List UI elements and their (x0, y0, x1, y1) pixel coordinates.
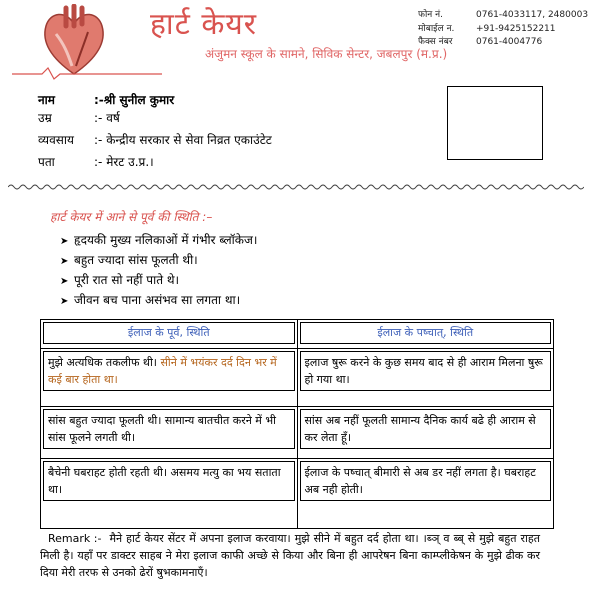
field-label: उम्र (38, 111, 52, 125)
patient-name-row (38, 91, 174, 108)
contact-fax (418, 34, 542, 47)
before-cell: बैचेनी घबराहट होती रहती थी। असमय मत्यु का भय सताता था। (41, 459, 298, 529)
after-header: ईलाज के पष्चात्, स्थिति (297, 320, 554, 349)
contact-value: +91-9425152211 (476, 24, 556, 34)
remark-paragraph (40, 530, 540, 581)
table-header-row (41, 320, 554, 349)
brand-title: हार्ट केयर (150, 7, 258, 42)
contact-label: फोन नं. (418, 10, 443, 20)
table-row (41, 349, 554, 407)
contact-value: 0761-4004776 (476, 37, 543, 47)
wavy-divider (8, 182, 584, 192)
ecg-line-icon (12, 66, 162, 80)
arrow-bullet-icon: ➤ (60, 236, 69, 247)
before-condition-title: हार्ट केयर में आने से पूर्व की स्थिति :– (50, 210, 213, 224)
field-label: नाम (38, 93, 55, 107)
arrow-bullet-icon: ➤ (60, 296, 69, 307)
remark-text: मैने हार्ट केयर सेंटर में अपना इलाज करवाया। मुझे सीने में बहुत दर्द होता था। ।ब्ञ् व ब्ब् से मुझे बहुत राहत मिली है। यहाँ पर डाक्टर साहब ने मेरा इलाज काफी अच्छे से किया और बिना ही आपरेषन बिना काम्प्लीकेषन के मुझे ढीक कर दिया मेरी तरफ से उनको ढेरों षुभकामनाएँ। (40, 532, 540, 579)
patient-occupation-row (38, 131, 272, 148)
photo-placeholder (447, 86, 543, 160)
patient-age: :- वर्ष (94, 111, 120, 125)
arrow-bullet-icon: ➤ (60, 256, 69, 267)
contact-phone (418, 7, 588, 20)
list-item: ➤ बहुत ज्यादा सांस फूलती थी। (60, 250, 257, 270)
clinic-address: अंजुमन स्कूल के सामने, सिविक सेन्टर, जबलपुर (म.प्र.) (205, 47, 448, 61)
patient-place: :- मेरट उ.प्र.। (94, 155, 154, 169)
contact-label: मोबाईल न. (418, 24, 455, 34)
after-cell: इलाज षुरू करने के कुछ समय बाद से ही आराम मिलना षुरू हो गया था। (297, 349, 554, 407)
table-row (41, 407, 554, 459)
list-item: ➤ पूरी रात सो नहीं पाते थे। (60, 270, 257, 290)
field-label: पता (38, 155, 55, 169)
patient-name: :-श्री सुनील कुमार (94, 93, 175, 107)
list-item: ➤ जीवन बच पाना असंभव सा लगता था। (60, 290, 257, 310)
before-cell: मुझे अत्यधिक तकलीफ थी। सीने में भयंकर दर्द दिन भर में कई बार होता था। (41, 349, 298, 407)
contact-mobile (418, 21, 556, 34)
field-label: व्यवसाय (38, 133, 74, 147)
before-condition-list (60, 230, 257, 310)
after-cell: सांस अब नहीं फूलती सामान्य दैनिक कार्य बढे ही आराम से कर लेता हूँ। (297, 407, 554, 459)
before-cell: सांस बहुत ज्यादा फूलती थी। सामान्य बातचीत करने में भी सांस फूलने लगती थी। (41, 407, 298, 459)
patient-place-row (38, 153, 154, 170)
patient-occupation: :- केन्द्रीय सरकार से सेवा निव्रत एकाउंटेट (94, 133, 272, 147)
table-row (41, 459, 554, 529)
comparison-table (40, 319, 554, 529)
arrow-bullet-icon: ➤ (60, 276, 69, 287)
before-header: ईलाज के पूर्व, स्थिति (41, 320, 298, 349)
after-cell: ईलाज के पष्चात् बीमारी से अब डर नहीं लगता है। घबराहट अब नही होती। (297, 459, 554, 529)
list-item: ➤ हृदयकी मुख्य नलिकाओं में गंभीर ब्लॉकेज। (60, 230, 257, 250)
remark-label: Remark :- (48, 532, 102, 545)
contact-value: 0761-4033117, 2480003 (476, 10, 589, 20)
patient-age-row (38, 109, 120, 126)
contact-label: फैक्स नंबर (418, 37, 453, 47)
